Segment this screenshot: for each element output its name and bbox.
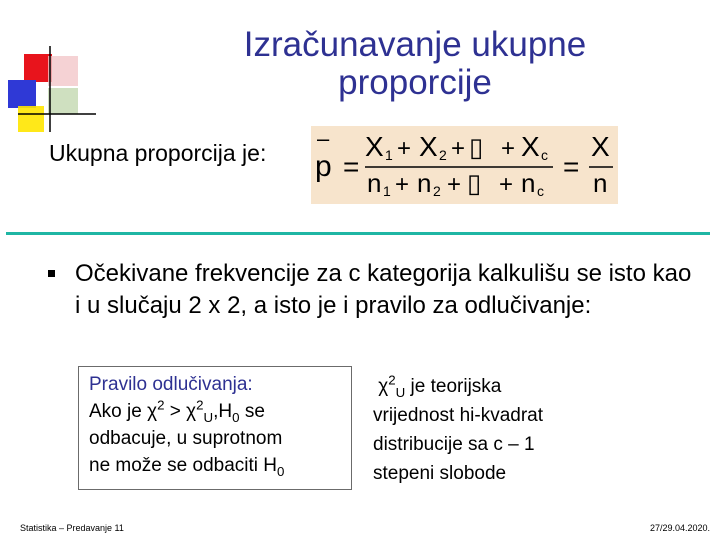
chi-square-note <box>373 372 673 488</box>
denominator-plus-3: + <box>499 171 514 198</box>
logo-yellow-square <box>18 106 44 132</box>
denominator-n2-sub: 2 <box>433 183 441 199</box>
decision-rule-line-3 <box>89 452 341 479</box>
denominator-nc: n <box>521 168 536 198</box>
decision-rule-line-1 <box>89 398 341 425</box>
bullet-text: Očekivane frekvencije za c kategorija kalkulišu se isto kao i u slučaju 2 x 2, a isto je i pravilo za odlučivanje: <box>75 260 692 319</box>
decision-rule-box <box>78 366 352 490</box>
note-line-1 <box>373 372 673 401</box>
logo-pink-square <box>48 56 78 86</box>
rule-text-ako-je: Ako je <box>89 401 148 422</box>
h0-subscript: 0 <box>277 463 285 479</box>
decision-rule-heading: Pravilo odlučivanja: <box>89 374 253 395</box>
numerator-x1: X <box>365 131 384 162</box>
equals-sign-1: = <box>343 151 360 182</box>
numerator-plus-2: + <box>451 135 466 162</box>
formula-label: Ukupna proporcija je: <box>49 140 267 166</box>
p-symbol: p <box>315 150 332 183</box>
title-line-2: proporcije <box>338 63 492 102</box>
greater-than: > <box>164 401 187 422</box>
note-chi-exponent: 2 <box>388 372 396 388</box>
logo-blue-square <box>8 80 36 108</box>
pooled-proportion-formula <box>311 126 618 204</box>
h-symbol: ,H <box>213 401 233 422</box>
numerator-plus-3: + <box>501 135 516 162</box>
h-subscript: 0 <box>232 409 240 425</box>
note-chi-subscript: U <box>395 384 406 400</box>
chi-critical-exponent: 2 <box>196 397 204 413</box>
denominator-n1-sub: 1 <box>383 183 391 199</box>
denominator-plus-2: + <box>447 171 462 198</box>
chi-critical-subscript: U <box>203 409 214 425</box>
denominator-nc-sub: c <box>537 183 544 199</box>
chi-symbol: χ <box>147 401 158 422</box>
note-line-3: distribucije sa c – 1 <box>373 434 535 455</box>
numerator-plus-1: + <box>397 135 412 162</box>
chi-critical-symbol: χ <box>186 401 197 422</box>
rule-text-ne-moze: ne može se odbaciti H <box>89 455 277 476</box>
note-line-4: stepeni slobode <box>373 463 507 484</box>
denominator-n1: n <box>367 168 382 198</box>
note-text-teorijska: je teorijska <box>405 376 502 397</box>
bullet-square-icon <box>48 270 55 277</box>
denominator-plus-1: + <box>395 171 410 198</box>
denominator-ellipsis: ▯ <box>467 168 482 198</box>
denominator-n2: n <box>417 168 432 198</box>
numerator-xc: X <box>521 131 540 162</box>
numerator-x1-sub: 1 <box>385 147 393 163</box>
decision-rule-line-2: odbacuje, u suprotnom <box>89 428 283 449</box>
numerator-x2: X <box>419 131 438 162</box>
title-line-1: Izračunavanje ukupne <box>243 25 587 64</box>
p-bar: – <box>317 126 330 151</box>
logo-green-square <box>48 88 78 114</box>
equals-sign-2: = <box>563 151 580 182</box>
numerator-xc-sub: c <box>541 147 548 163</box>
logo-red-square <box>24 54 52 82</box>
decorative-logo <box>0 40 100 140</box>
numerator-ellipsis: ▯ <box>469 132 484 162</box>
footer-course: Statistika – Predavanje 11 <box>20 523 124 533</box>
note-line-2: vrijednost hi-kvadrat <box>373 405 544 426</box>
total-n: n <box>593 168 608 198</box>
divider-line <box>6 232 710 235</box>
slide-title <box>120 26 710 102</box>
numerator-x2-sub: 2 <box>439 147 447 163</box>
footer-date: 27/29.04.2020. <box>649 523 710 533</box>
note-chi-symbol: χ <box>378 376 389 397</box>
chi-exponent: 2 <box>157 397 165 413</box>
rule-text-se: se <box>239 401 265 422</box>
total-x: X <box>591 131 610 162</box>
